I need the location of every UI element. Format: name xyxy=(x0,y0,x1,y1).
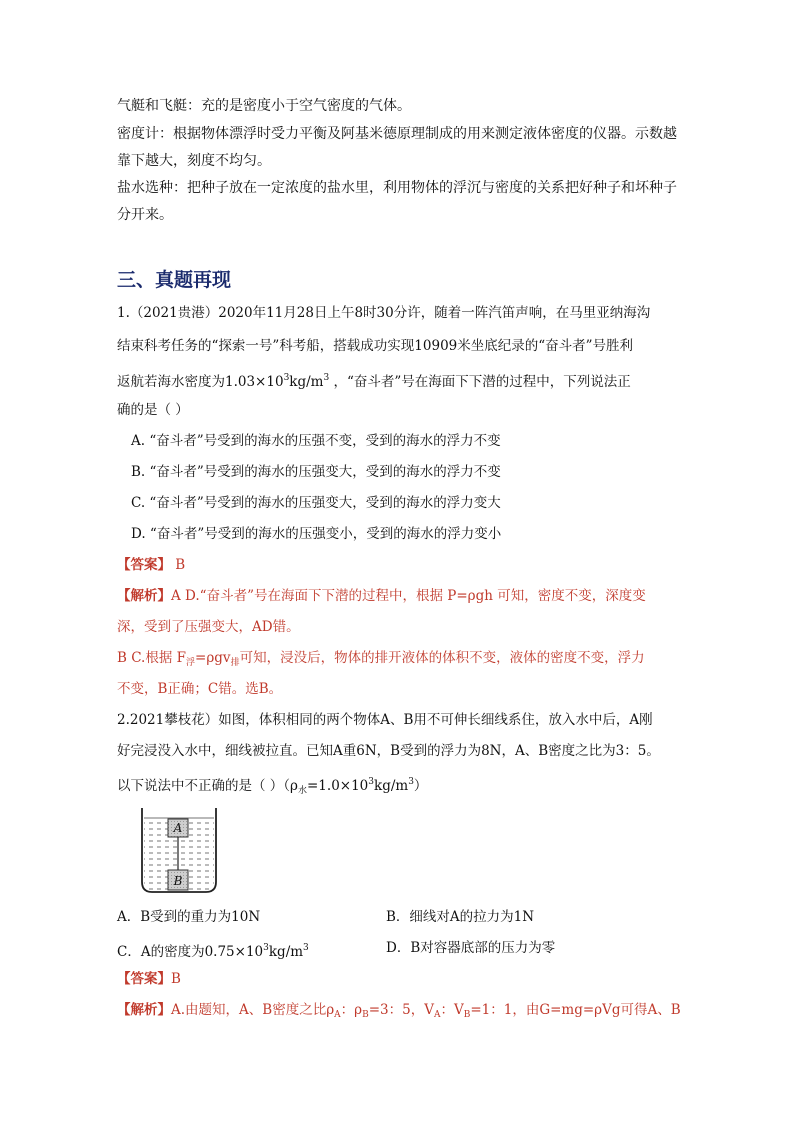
q1-analysis-line-4: 不变，B正确；C错。选B。 xyxy=(117,681,283,697)
intro-line-5: 分开来。 xyxy=(117,207,173,223)
intro-line-2: 密度计：根据物体漂浮时受力平衡及阿基米德原理制成的用来测定液体密度的仪器。示数越 xyxy=(117,126,677,142)
q1-analysis-line-2: 深，受到了压强变大，AD错。 xyxy=(117,619,300,635)
intro-line-1: 气艇和飞艇：充的是密度小于空气密度的气体。 xyxy=(117,98,411,114)
q1-analysis-line-3: B C.根据 $F_浮=\rho gv_排$可知，浸没后，物体的排开液体的体积不变，液体的密度不变，浮力 xyxy=(117,650,645,668)
q2-answer: 【答案】B xyxy=(117,971,181,987)
q2-line-3: 以下说法中不正确的是（ ）$(\rho_水=1.0\times 10^3kg/m^3)$ xyxy=(117,777,428,796)
q1-line-4: 确的是（ ） xyxy=(117,402,189,418)
q1-option-b: B. “奋斗者”号受到的海水的压强变大，受到的海水的浮力不变 xyxy=(131,464,501,480)
q2-option-a: A．B受到的重力为10N xyxy=(117,909,261,925)
q1-analysis-line-1: 【解析】A D.“奋斗者”号在海面下下潜的过程中，根据 P=ρgh 可知，密度不变，深度变 xyxy=(117,588,646,604)
q1-line-2: 结束科考任务的“探索一号”科考船，搭载成功实现10909米坐底纪录的“奋斗者”号胜利 xyxy=(117,338,634,354)
q2-line-2: 好完浸没入水中，细线被拉直。已知A重6N，B受到的浮力为8N，A、B密度之比为3：5。 xyxy=(117,743,660,759)
beaker-diagram xyxy=(140,808,218,894)
q1-line-3: 返航若海水密度为$1.03\times 10^3kg/m^3$ ，“奋斗者”号在海面下下潜的过程中，下列说法正 xyxy=(117,373,631,390)
q2-option-b: B．细线对A的拉力为1N xyxy=(386,909,535,925)
q2-analysis-line-1: 【解析】A.由题知，A、B密度之比$\rho_A$：$\rho_B=3$：5，$V_A$：$V_B=1$：1，由G=mg=ρVg可得A、B xyxy=(117,1002,681,1020)
label-a: A xyxy=(173,821,183,835)
intro-line-3: 靠下越大，刻度不均匀。 xyxy=(117,153,271,169)
q1-option-c: C. “奋斗者”号受到的海水的压强变大，受到的海水的浮力变大 xyxy=(131,495,501,511)
q1-answer: 【答案】 B xyxy=(117,557,186,573)
q1-line-1: 1.（2021贵港）2020年11月28日上午8时30分许，随着一阵汽笛声响，在马里亚纳海沟 xyxy=(117,305,651,321)
q2-line-1: 2.2021攀枝花）如图，体积相同的两个物体A、B用不可伸长细线系住，放入水中后，A刚 xyxy=(117,712,653,728)
q2-option-d: D．B对容器底部的压力为零 xyxy=(386,940,556,956)
section-title: 三、真题再现 xyxy=(117,269,232,291)
intro-line-4: 盐水选种：把种子放在一定浓度的盐水里，利用物体的浮沉与密度的关系把好种子和坏种子 xyxy=(117,180,677,196)
q1-option-a: A. “奋斗者”号受到的海水的压强不变，受到的海水的浮力不变 xyxy=(131,433,501,449)
q2-option-c: C．A的密度为$0.75\times 10^3kg/m^3$ xyxy=(117,943,309,960)
label-b: B xyxy=(173,874,183,888)
q1-option-d: D. “奋斗者”号受到的海水的压强变小，受到的海水的浮力变小 xyxy=(131,526,502,542)
